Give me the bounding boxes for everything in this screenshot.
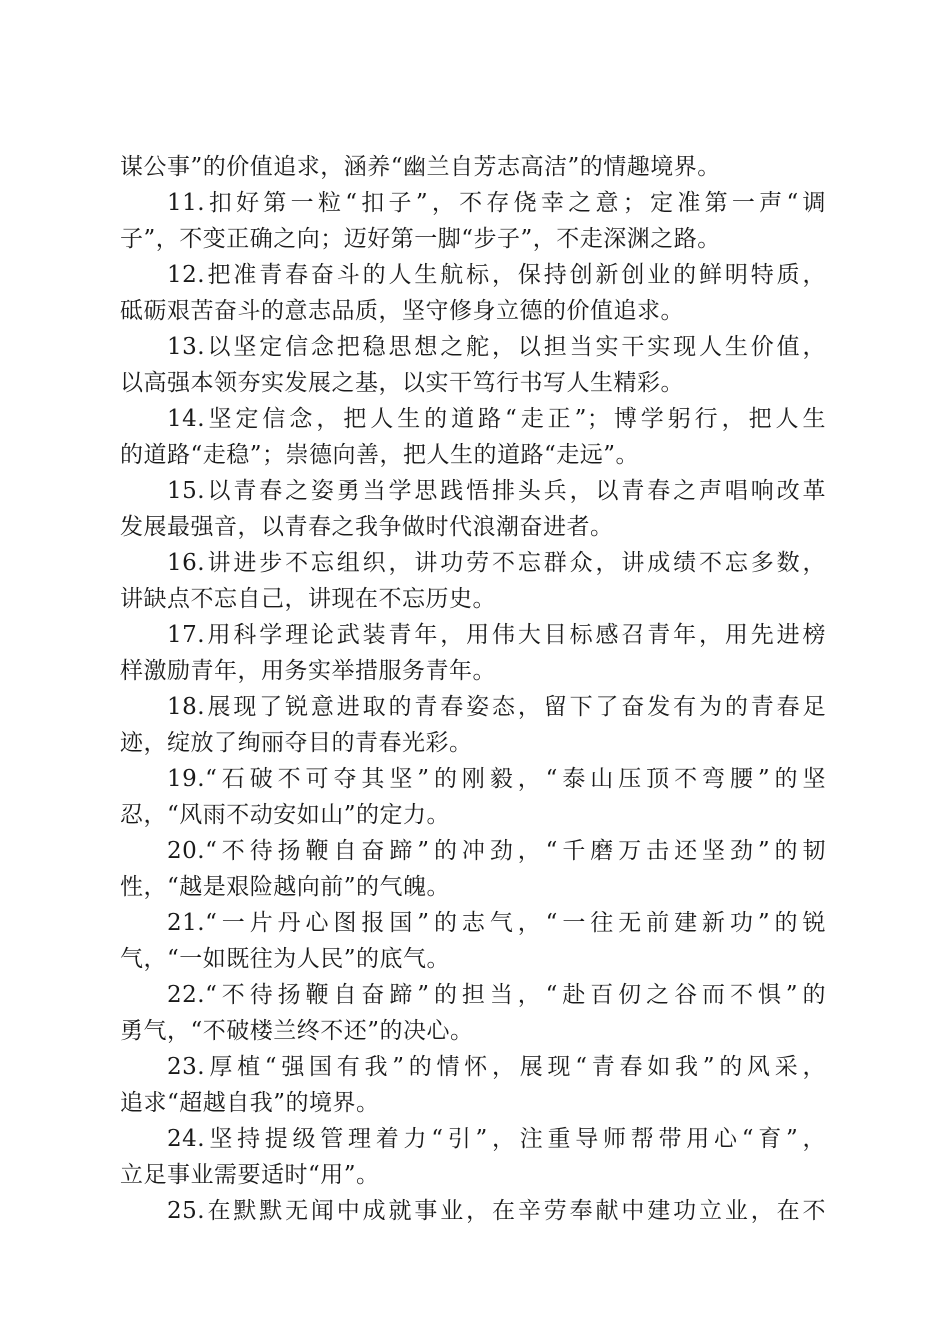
item-24-line-2: 立足事业需要适时“用”。: [120, 1162, 380, 1188]
item-12-line-1: 12.把准青春奋斗的人生航标，保持创新创业的鲜明特质，: [167, 262, 826, 288]
item-17-line-1: 17.用科学理论武装青年，用伟大目标感召青年，用先进榜: [167, 622, 826, 648]
item-24-line-1: 24.坚持提级管理着力“引”，注重导师帮带用心“育”，: [167, 1126, 826, 1152]
item-18-line-1: 18.展现了锐意进取的青春姿态，留下了奋发有为的青春足: [167, 694, 826, 720]
item-20-line-2: 性，“越是艰险越向前”的气魄。: [120, 874, 451, 900]
item-19-line-2: 忍，“风雨不动安如山”的定力。: [120, 802, 451, 828]
item-25-line-1: 25.在默默无闻中成就事业，在辛劳奉献中建功立业，在不: [167, 1198, 826, 1224]
item-16-line-2: 讲缺点不忘自己，讲现在不忘历史。: [120, 586, 496, 612]
item-18-line-2: 迹，绽放了绚丽夺目的青春光彩。: [120, 730, 473, 756]
item-22-line-2: 勇气，“不破楼兰终不还”的决心。: [120, 1018, 474, 1044]
text-line: 谋公事”的价值追求，涵养“幽兰自芳志高洁”的情趣境界。: [120, 154, 721, 180]
item-17-line-2: 样激励青年，用务实举措服务青年。: [120, 658, 496, 684]
item-23-line-2: 追求“超越自我”的境界。: [120, 1090, 380, 1116]
item-11-line-1: 11.扣好第一粒“扣子”，不存侥幸之意；定准第一声“调: [167, 190, 826, 216]
item-13-line-1: 13.以坚定信念把稳思想之舵，以担当实干实现人生价值，: [167, 334, 826, 360]
item-23-line-1: 23.厚植“强国有我”的情怀，展现“青春如我”的风采，: [167, 1054, 826, 1080]
item-11-line-2: 子”，不变正确之向；迈好第一脚“步子”，不走深渊之路。: [120, 226, 721, 252]
item-13-line-2: 以高强本领夯实发展之基，以实干笃行书写人生精彩。: [120, 370, 684, 396]
item-21-line-1: 21.“一片丹心图报国”的志气，“一往无前建新功”的锐: [167, 910, 826, 936]
item-12-line-2: 砥砺艰苦奋斗的意志品质，坚守修身立德的价值追求。: [120, 298, 684, 324]
item-19-line-1: 19.“石破不可夺其坚”的刚毅，“泰山压顶不弯腰”的坚: [167, 766, 826, 792]
item-15-line-2: 发展最强音，以青春之我争做时代浪潮奋进者。: [120, 514, 614, 540]
item-15-line-1: 15.以青春之姿勇当学思践悟排头兵，以青春之声唱响改革: [167, 478, 826, 504]
item-14-line-2: 的道路“走稳”；崇德向善，把人生的道路“走远”。: [120, 442, 640, 468]
item-22-line-1: 22.“不待扬鞭自奋蹄”的担当，“赴百仞之谷而不惧”的: [167, 982, 826, 1008]
document-body: [120, 149, 826, 1229]
item-16-line-1: 16.讲进步不忘组织，讲功劳不忘群众，讲成绩不忘多数，: [167, 550, 826, 576]
item-21-line-2: 气，“一如既往为人民”的底气。: [120, 946, 451, 972]
item-20-line-1: 20.“不待扬鞭自奋蹄”的冲劲，“千磨万击还坚劲”的韧: [167, 838, 826, 864]
item-14-line-1: 14.坚定信念，把人生的道路“走正”；博学躬行，把人生: [167, 406, 826, 432]
